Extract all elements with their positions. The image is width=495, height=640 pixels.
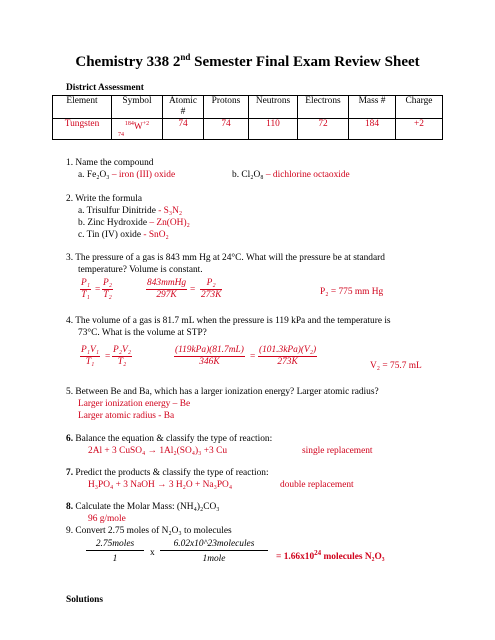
- q9-frac1: 2.75moles 1: [86, 539, 144, 565]
- table-header: Element: [53, 96, 112, 119]
- q7-prompt: 7. Predict the products & classify the type of reaction:: [66, 468, 269, 478]
- q1-prompt: 1. Name the compound: [66, 158, 154, 168]
- table-cell: 184: [349, 119, 396, 140]
- q9-answer: = $1.66x10^{24}$ molecules N₂O₃: [276, 549, 385, 562]
- table-cell: 72: [298, 119, 349, 140]
- title-rest: Semester Final Exam Review Sheet: [190, 54, 420, 70]
- q6-equation: 2Al + 3 CuSO₄ → 1Al₂(SO₄)₃ +3 Cu: [88, 446, 228, 456]
- q6-prompt: 6. Balance the equation & classify the type of reaction:: [66, 434, 273, 444]
- q4-eq2: =: [250, 352, 256, 362]
- table-header: Symbol: [112, 96, 163, 119]
- q3-frac3: 843mmHg 297K: [147, 278, 187, 300]
- q3-frac4: $\frac{\text{P₂}}{273K}$: [201, 278, 222, 300]
- table-row: [53, 119, 443, 140]
- table-header: Mass #: [349, 96, 396, 119]
- q3-eq1: =: [95, 285, 101, 295]
- district-heading: District Assessment: [66, 83, 144, 93]
- q9-frac2: 6.02x10^23molecules 1mole: [160, 539, 268, 565]
- q4-frac4: (101.3kPa)(V₂) 273K: [259, 345, 317, 367]
- solutions-heading: Solutions: [66, 595, 103, 605]
- title-main: Chemistry 338 2: [75, 54, 181, 70]
- table-header-row: [53, 96, 443, 119]
- q8-prompt: 8. Calculate the Molar Mass: (NH₄)₂CO₃: [66, 502, 220, 512]
- q3-line2: temperature? Volume is constant.: [78, 265, 203, 275]
- q2-b: b. Zinc Hydroxide – Zn(OH)₂: [78, 218, 190, 228]
- q4-frac1: $\frac{\text{P₁V₁}}{\text{T₁}}$: [81, 345, 99, 367]
- q2-prompt: 2. Write the formula: [66, 194, 142, 204]
- q4-eq1: =: [105, 352, 111, 362]
- table-header: Protons: [204, 96, 249, 119]
- q7-equation: H₃PO₄ + 3 NaOH → 3 H₂O + Na₃PO₄: [88, 480, 233, 490]
- symbol-letter: W: [133, 122, 143, 132]
- table-cell: Tungsten: [53, 119, 112, 140]
- q8-answer: 96 g/mole: [88, 514, 126, 524]
- q4-frac2: $\frac{\text{P₂V₂}}{\text{T₂}}$: [113, 345, 131, 367]
- q4-frac3: (119kPa)(81.7mL) 346K: [175, 345, 244, 367]
- table-header: Charge: [396, 96, 443, 119]
- q1-a: a. Fe₂O₃ – iron (III) oxide: [78, 170, 176, 180]
- element-table: [52, 95, 443, 140]
- symbol-mass: 184: [124, 121, 134, 127]
- q5-answer2: Larger atomic radius - Ba: [78, 411, 175, 421]
- q9-prompt: 9. Convert 2.75 moles of N₂O₃ to molecules: [66, 526, 232, 536]
- q2-a: a. Trisulfur Dinitride - S₃N₂: [78, 206, 183, 216]
- q3-eq2: =: [190, 285, 196, 295]
- table-cell: 74: [204, 119, 249, 140]
- q3-answer: P₂ = 775 mm Hg: [320, 287, 384, 297]
- q7-type: double replacement: [280, 480, 354, 490]
- q3-frac1: $\frac{\text{P₁}}{\text{T₁}}$: [81, 278, 90, 300]
- q5-answer1: Larger ionization energy – Be: [78, 399, 191, 409]
- q5-line1: 5. Between Be and Ba, which has a larger ionization energy? Larger atomic radius?: [66, 387, 379, 397]
- title-sup: nd: [180, 52, 191, 62]
- symbol-atomic: 74: [118, 132, 124, 138]
- q2-c: c. Tin (IV) oxide - SnO₂: [78, 230, 169, 240]
- table-cell: +2: [396, 119, 443, 140]
- symbol-cell: [112, 119, 163, 140]
- table-cell: 74: [163, 119, 204, 140]
- table-header: Atomic #: [163, 96, 204, 119]
- q4-answer: V₂ = 75.7 mL: [370, 361, 422, 371]
- q3-line1: 3. The pressure of a gas is 843 mm Hg at 24°C. What will the pressure be at standard: [66, 253, 385, 263]
- q4-line1: 4. The volume of a gas is 81.7 mL when the pressure is 119 kPa and the temperature is: [66, 316, 391, 326]
- q4-line2: 73°C. What is the volume at STP?: [78, 328, 207, 338]
- table-header: Neutrons: [249, 96, 298, 119]
- q1-b: b. Cl₂O₈ – dichlorine octaoxide: [232, 170, 350, 180]
- q9-times: x: [150, 548, 155, 558]
- symbol-charge: +2: [142, 121, 150, 127]
- table-header: Electrons: [298, 96, 349, 119]
- table-cell: 110: [249, 119, 298, 140]
- q6-type: single replacement: [302, 446, 373, 456]
- q3-frac2: $\frac{\text{P₂}}{\text{T₂}}$: [103, 278, 112, 300]
- page-title: [0, 52, 495, 71]
